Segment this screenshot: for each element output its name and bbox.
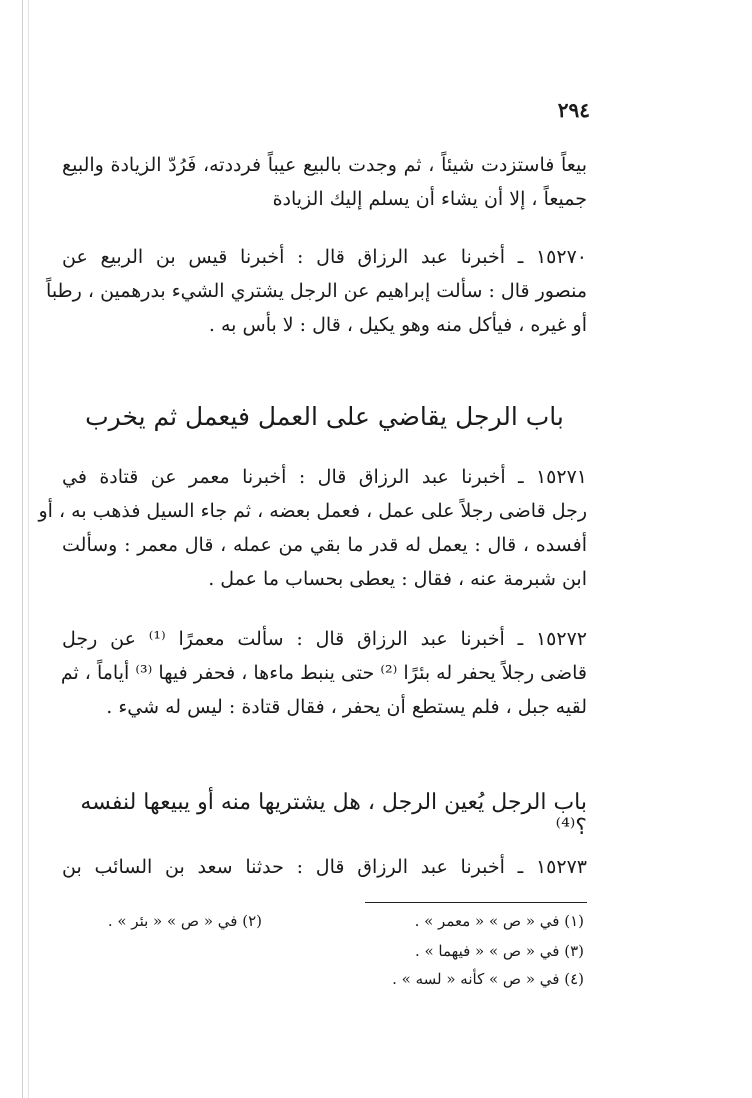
footnote-rule bbox=[365, 902, 587, 903]
text-line: ١٥٢٧١ ـ أخبرنا عبد الرزاق قال : أخبرنا معمر عن قتادة في bbox=[62, 466, 587, 488]
chapter-heading: باب الرجل يُعين الرجل ، هل يشتريها منه أو يبيعها لنفسه ؟⁽⁴⁾ bbox=[80, 790, 587, 840]
footnote-2: (٢) في « ص » « بئر » . bbox=[107, 912, 262, 930]
text-line: أو غيره ، فيأكل منه وهو يكيل ، قال : لا بأس به . bbox=[208, 314, 587, 336]
footnote-1: (١) في « ص » « معمر » . bbox=[414, 912, 584, 930]
text-line: قاضى رجلاً يحفر له بئرًا ⁽²⁾ حتى ينبط ماءها ، فحفر فيها ⁽³⁾ أياماً ، ثم bbox=[60, 662, 587, 684]
text-line: ١٥٢٧٢ ـ أخبرنا عبد الرزاق قال : سألت معمرًا ⁽¹⁾ عن رجل bbox=[62, 628, 587, 650]
text-line: ١٥٢٧٠ ـ أخبرنا عبد الرزاق قال : أخبرنا قيس بن الربيع عن bbox=[62, 246, 587, 268]
text-line: أفسده ، قال : يعمل له قدر ما بقي من عمله ، قال معمر : وسألت bbox=[62, 534, 587, 556]
page-number: ٢٩٤ bbox=[557, 98, 590, 122]
text-line: ابن شبرمة عنه ، فقال : يعطى بحساب ما عمل . bbox=[208, 568, 587, 590]
page-edge-line bbox=[22, 0, 23, 1098]
hadith-15271 bbox=[38, 460, 587, 596]
text-line: ١٥٢٧٣ ـ أخبرنا عبد الرزاق قال : حدثنا سعد بن السائب بن bbox=[62, 856, 587, 878]
text-line: لقيه جبل ، فلم يستطع أن يحفر ، فقال قتادة : ليس له شيء . bbox=[106, 696, 587, 718]
text-line: بيعاً فاستزدت شيئاً ، ثم وجدت بالبيع عيباً فرددته، فَرُدّ الزيادة والبيع bbox=[62, 154, 587, 176]
footnote-3: (٣) في « ص » « فيهما » . bbox=[414, 942, 584, 960]
footnote-4: (٤) في « ص » كأنه « لسه » . bbox=[392, 970, 584, 988]
hadith-15272 bbox=[62, 622, 587, 724]
chapter-heading: باب الرجل يقاضي على العمل فيعمل ثم يخرب bbox=[85, 402, 564, 431]
paragraph-continuation bbox=[62, 148, 587, 216]
text-line: منصور قال : سألت إبراهيم عن الرجل يشتري الشيء بدرهمين ، رطباً bbox=[46, 280, 587, 302]
text-line: رجل قاضى رجلاً على عمل ، فعمل بعضه ، ثم جاء السيل فذهب به ، أو bbox=[38, 500, 587, 522]
text-line: جميعاً ، إلا أن يشاء أن يسلم إليك الزيادة bbox=[272, 188, 587, 210]
hadith-15270 bbox=[46, 240, 587, 342]
page-edge-line bbox=[28, 0, 29, 1098]
hadith-15273 bbox=[62, 850, 587, 884]
